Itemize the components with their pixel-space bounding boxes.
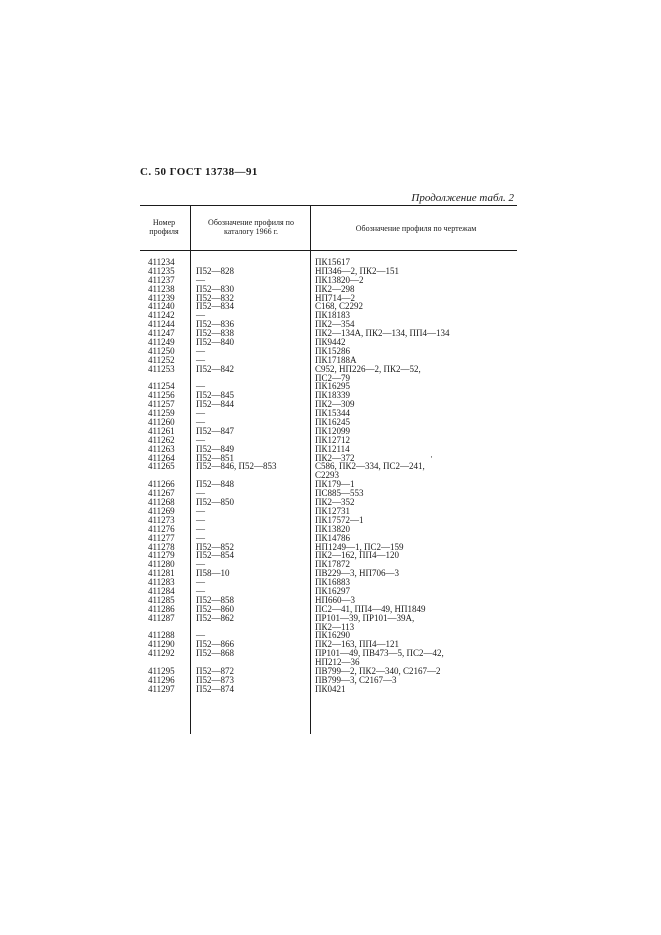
drawing-designation-cell: ПК12099 xyxy=(315,425,351,436)
profile-number-cell: 411297 xyxy=(148,683,175,694)
profile-number-cell: 411280 xyxy=(148,559,175,570)
drawing-designation-cell: ПК12731 xyxy=(315,505,351,516)
profile-number-cell: 411244 xyxy=(148,319,175,330)
catalog-designation-cell: П52—860 xyxy=(196,603,234,614)
column-header-number: Номер профиля xyxy=(149,218,179,236)
column-header-catalog: Обозначение профиля по каталогу 1966 г. xyxy=(208,218,294,236)
profile-number-cell: 411296 xyxy=(148,674,175,685)
profile-number-cell: 411235 xyxy=(148,265,175,276)
profile-number-cell: 411262 xyxy=(148,434,175,445)
drawing-designation-cell: ПК179—1 xyxy=(315,479,355,490)
catalog-designation-cell: П52—848 xyxy=(196,479,234,490)
drawing-designation-cell: ПК14786 xyxy=(315,532,351,543)
profile-number-cell: 411292 xyxy=(148,648,175,659)
drawing-designation-cell: ПК15344 xyxy=(315,408,351,419)
drawing-designation-cell: ПК2—372 xyxy=(315,452,355,463)
catalog-designation-cell: П52—845 xyxy=(196,390,234,401)
profile-number-cell: 411276 xyxy=(148,523,175,534)
catalog-designation-cell: П52—838 xyxy=(196,328,234,339)
profile-number-cell: 411268 xyxy=(148,497,175,508)
catalog-designation-cell: П52—847 xyxy=(196,425,234,436)
catalog-designation-cell: П52—828 xyxy=(196,265,234,276)
drawing-designation-cell: НП1249—1, ПС2—159 xyxy=(315,541,404,552)
column-header-drawings: Обозначение профиля по чертежам xyxy=(355,224,477,233)
catalog-designation-cell: П52—873 xyxy=(196,674,234,685)
drawing-designation-cell: ПК2—354 xyxy=(315,319,355,330)
drawing-designation-cell: ПВ229—3, НП706—3 xyxy=(315,568,400,579)
catalog-designation-cell: — xyxy=(196,417,205,428)
profile-number-cell: 411249 xyxy=(148,337,175,348)
drawing-designation-cell: С586, ПК2—334, ПС2—241, xyxy=(315,461,425,472)
profile-number-cell: 411257 xyxy=(148,399,175,410)
profile-number-cell: 411285 xyxy=(148,594,175,605)
drawing-designation-cell: НП346—2, ПК2—151 xyxy=(315,265,400,276)
drawing-designation-cell: ПК2—134А, ПК2—134, ПП4—134 xyxy=(315,328,450,339)
table-continuation-label: Продолжение табл. 2 xyxy=(411,192,514,204)
catalog-designation-cell: — xyxy=(196,345,205,356)
table-header-rule xyxy=(140,250,517,251)
catalog-designation-cell: П52—862 xyxy=(196,612,234,623)
drawing-designation-cell: ПК18183 xyxy=(315,310,351,321)
catalog-designation-cell: — xyxy=(196,523,205,534)
catalog-designation-cell: П52—872 xyxy=(196,665,234,676)
drawing-designation-cell: ПК2—163, ПП4—121 xyxy=(315,639,400,650)
drawing-designation-cell: НП212—36 xyxy=(315,657,360,668)
drawing-designation-cell: НП714—2 xyxy=(315,292,355,303)
catalog-designation-cell: — xyxy=(196,630,205,641)
catalog-designation-cell: П52—834 xyxy=(196,301,234,312)
profile-number-cell: 411295 xyxy=(148,665,175,676)
profile-number-cell: 411290 xyxy=(148,639,175,650)
table-body xyxy=(140,258,520,694)
catalog-designation-cell: П52—842 xyxy=(196,363,234,374)
profile-number-cell: 411254 xyxy=(148,381,175,392)
drawing-designation-cell: НП660—3 xyxy=(315,594,355,605)
drawing-designation-cell: ПС2—79 xyxy=(315,372,351,383)
catalog-designation-cell: П52—850 xyxy=(196,497,234,508)
catalog-designation-cell: — xyxy=(196,488,205,499)
drawing-designation-cell: ПК2—352 xyxy=(315,497,355,508)
profile-number-cell: 411237 xyxy=(148,274,175,285)
drawing-designation-cell: ПК16290 xyxy=(315,630,351,641)
catalog-designation-cell: П52—832 xyxy=(196,292,234,303)
profile-number-cell: 411287 xyxy=(148,612,175,623)
catalog-designation-cell: — xyxy=(196,559,205,570)
drawing-designation-cell: ПК13820—2 xyxy=(315,274,364,285)
drawing-designation-cell: ПК18339 xyxy=(315,390,351,401)
profile-number-cell: 411263 xyxy=(148,443,175,454)
drawing-designation-cell: ПВ799—2, ПК2—340, С2167—2 xyxy=(315,665,441,676)
profile-number-cell: 411288 xyxy=(148,630,175,641)
catalog-designation-cell: — xyxy=(196,505,205,516)
drawing-designation-cell: С2293 xyxy=(315,470,340,481)
drawing-designation-cell: ПС2—41, ПП4—49, НП1849 xyxy=(315,603,426,614)
catalog-designation-cell: — xyxy=(196,514,205,525)
profile-number-cell: 411259 xyxy=(148,408,175,419)
catalog-designation-cell: П52—846, П52—853 xyxy=(196,461,277,472)
profile-number-cell: 411269 xyxy=(148,505,175,516)
drawing-designation-cell: ПС885—553 xyxy=(315,488,364,499)
drawing-designation-cell: ПК16245 xyxy=(315,417,351,428)
catalog-designation-cell: П52—830 xyxy=(196,283,234,294)
page-header: С. 50 ГОСТ 13738—91 xyxy=(140,166,258,178)
profile-number-cell: 411279 xyxy=(148,550,175,561)
catalog-designation-cell: — xyxy=(196,434,205,445)
catalog-designation-cell: — xyxy=(196,532,205,543)
drawing-designation-cell: ПК2—309 xyxy=(315,399,355,410)
catalog-designation-cell: П58—10 xyxy=(196,568,230,579)
profile-number-cell: 411252 xyxy=(148,354,175,365)
drawing-designation-cell: ПВ799—3, С2167—3 xyxy=(315,674,397,685)
catalog-designation-cell: — xyxy=(196,354,205,365)
profile-number-cell: 411265 xyxy=(148,461,175,472)
drawing-designation-cell: ПК2—298 xyxy=(315,283,355,294)
profile-number-cell: 411240 xyxy=(148,301,175,312)
profile-number-cell: 411256 xyxy=(148,390,175,401)
profile-number-cell: 411264 xyxy=(148,452,175,463)
catalog-designation-cell: П52—854 xyxy=(196,550,234,561)
profile-number-cell: 411278 xyxy=(148,541,175,552)
drawing-designation-cell: ПК13820 xyxy=(315,523,351,534)
stray-mark: · xyxy=(430,452,433,462)
drawing-designation-cell: ПК16883 xyxy=(315,577,351,588)
catalog-designation-cell: — xyxy=(196,310,205,321)
profile-number-cell: 411261 xyxy=(148,425,175,436)
drawing-designation-cell: ПК15286 xyxy=(315,345,351,356)
drawing-designation-cell: ПК12114 xyxy=(315,443,350,454)
catalog-designation-cell: П52—866 xyxy=(196,639,234,650)
profile-number-cell: 411253 xyxy=(148,363,175,374)
profile-number-cell: 411283 xyxy=(148,577,175,588)
profile-number-cell: 411234 xyxy=(148,257,175,267)
profile-number-cell: 411260 xyxy=(148,417,175,428)
drawing-designation-cell: ПК2—113 xyxy=(315,621,355,632)
drawing-designation-cell: ПК17872 xyxy=(315,559,351,570)
drawing-designation-cell: ПК16297 xyxy=(315,585,351,596)
drawing-designation-cell: ПР101—39, ПР101—39А, xyxy=(315,612,415,623)
profile-number-cell: 411267 xyxy=(148,488,175,499)
profile-number-cell: 411284 xyxy=(148,585,175,596)
drawing-designation-cell: ПК12712 xyxy=(315,434,351,445)
catalog-designation-cell: П52—851 xyxy=(196,452,234,463)
drawing-designation-cell: ПК0421 xyxy=(315,683,346,694)
profile-number-cell: 411277 xyxy=(148,532,175,543)
catalog-designation-cell: П52—836 xyxy=(196,319,234,330)
catalog-designation-cell: П52—849 xyxy=(196,443,234,454)
drawing-designation-cell: С952, НП226—2, ПК2—52, xyxy=(315,363,421,374)
profile-number-cell: 411281 xyxy=(148,568,175,579)
catalog-designation-cell: — xyxy=(196,381,205,392)
drawing-designation-cell: ПР101—49, ПВ473—5, ПС2—42, xyxy=(315,648,444,659)
catalog-designation-cell: — xyxy=(196,585,205,596)
table-top-rule xyxy=(140,205,517,206)
table-row xyxy=(140,685,520,694)
catalog-designation-cell: — xyxy=(196,408,205,419)
drawing-designation-cell: ПК2—162, ПП4—120 xyxy=(315,550,400,561)
catalog-designation-cell: П52—852 xyxy=(196,541,234,552)
drawing-designation-cell: ПК17188А xyxy=(315,354,357,365)
profile-number-cell: 411242 xyxy=(148,310,175,321)
catalog-designation-cell: П52—874 xyxy=(196,683,234,694)
catalog-designation-cell: — xyxy=(196,274,205,285)
drawing-designation-cell: ПК16295 xyxy=(315,381,351,392)
drawing-designation-cell: ПК15617 xyxy=(315,257,351,267)
profile-number-cell: 411239 xyxy=(148,292,175,303)
drawing-designation-cell: ПК17572—1 xyxy=(315,514,364,525)
drawing-designation-cell: С168, С2292 xyxy=(315,301,364,312)
profile-number-cell: 411286 xyxy=(148,603,175,614)
catalog-designation-cell: П52—868 xyxy=(196,648,234,659)
catalog-designation-cell: П52—840 xyxy=(196,337,234,348)
catalog-designation-cell: — xyxy=(196,577,205,588)
catalog-designation-cell: П52—858 xyxy=(196,594,234,605)
profile-number-cell: 411266 xyxy=(148,479,175,490)
profile-number-cell: 411247 xyxy=(148,328,175,339)
profile-number-cell: 411238 xyxy=(148,283,175,294)
profile-number-cell: 411273 xyxy=(148,514,175,525)
catalog-designation-cell: П52—844 xyxy=(196,399,234,410)
profile-number-cell: 411250 xyxy=(148,345,175,356)
drawing-designation-cell: ПК9442 xyxy=(315,337,346,348)
